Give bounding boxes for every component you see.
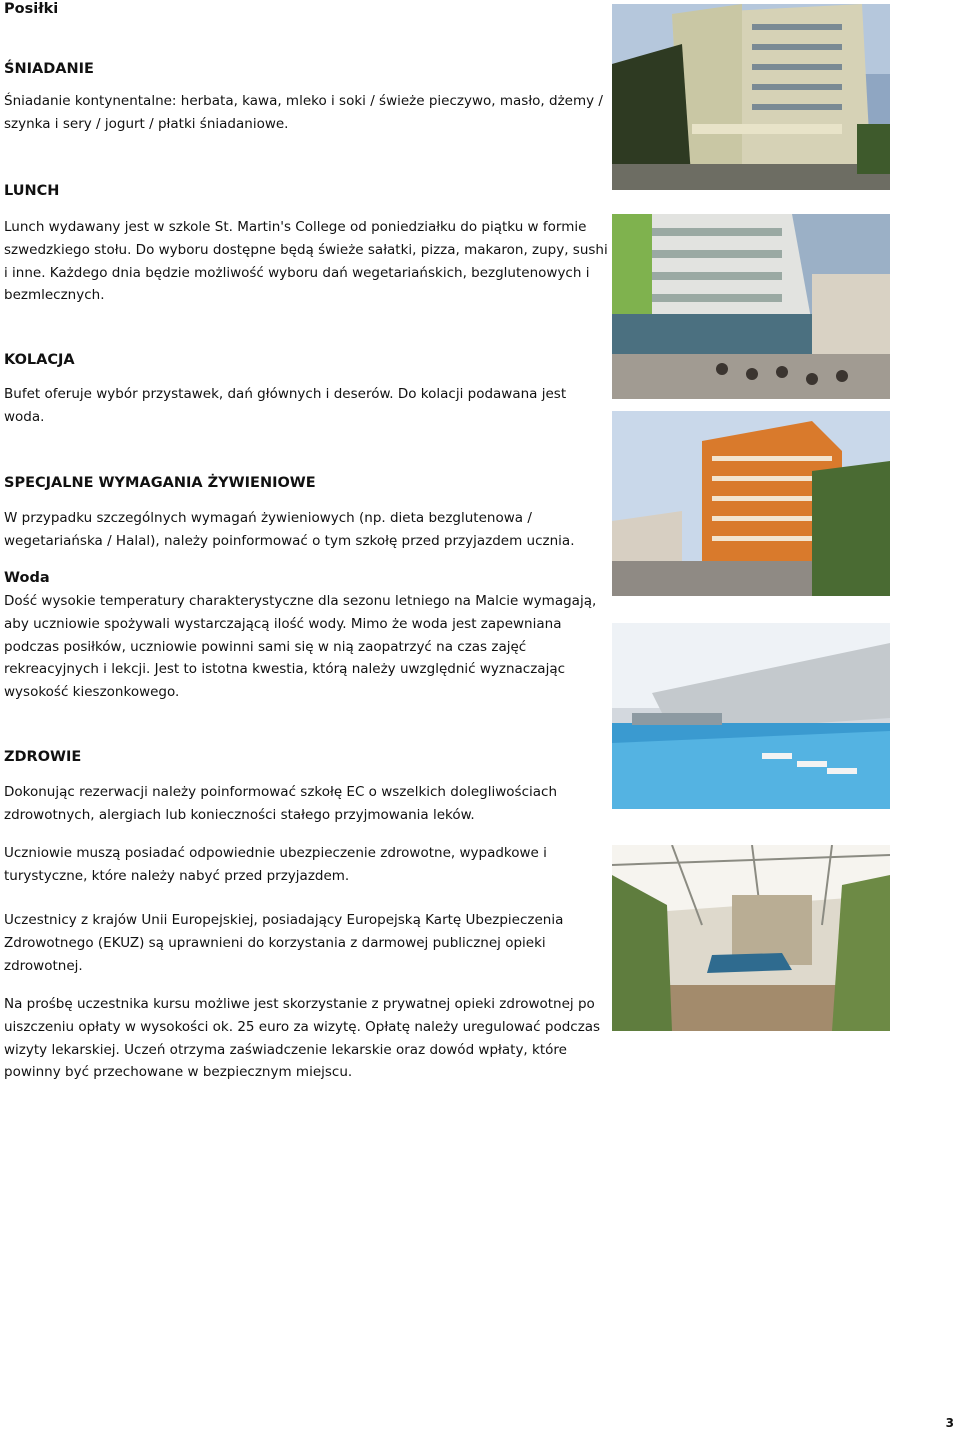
health-heading: ZDROWIE [4,749,82,765]
text-line: zdrowotnych, alergiach lub konieczności stałego przyjmowania leków. [4,806,475,823]
health-paragraph-2 [4,842,547,888]
text-line: turystyczne, które należy nabyć przed przyjazdem. [4,867,350,884]
text-line: Uczestnicy z krajów Unii Europejskiej, posiadający Europejską Kartę Ubezpieczenia [4,912,564,928]
text-line: Śniadanie kontynentalne: herbata, kawa, mleko i soki / świeże pieczywo, masło, dżemy / [4,93,603,109]
text-line: powinny być przechowane w bezpiecznym miejscu. [4,1064,353,1081]
text-line: szwedzkiego stołu. Do wyboru dostępne będą świeże sałatki, pizza, makaron, zupy, sushi [4,241,608,258]
dinner-heading: KOLACJA [4,352,75,368]
water-heading: Woda [4,570,50,586]
text-line: Na prośbę uczestnika kursu możliwe jest skorzystanie z prywatnej opieki zdrowotnej po [4,996,595,1012]
indoor-table-tennis-photo [612,845,890,1031]
breakfast-text [4,90,603,136]
text-line: aby uczniowie spożywali wystarczającą ilość wody. Mimo że woda jest zapewniana [4,615,562,632]
health-paragraph-4 [4,993,600,1084]
text-line: zdrowotnej. [4,957,83,974]
text-line: woda. [4,408,45,425]
text-line: Bufet oferuje wybór przystawek, dań głównych i deserów. Do kolacji podawana jest [4,386,567,402]
lunch-text [4,216,608,307]
text-line: wysokość kieszonkowego. [4,684,180,701]
text-line: W przypadku szczególnych wymagań żywieniowych (np. dieta bezglutenowa / [4,510,532,526]
text-line: uiszczeniu opłaty w wysokości ok. 25 euro za wizytę. Opłatę należy uregulować podczas [4,1018,601,1035]
text-line: szynka i sery / jogurt / płatki śniadaniowe. [4,115,289,132]
hotel-orange-building-photo [612,411,890,596]
hotel-terrace-photo [612,214,890,399]
breakfast-heading: ŚNIADANIE [4,61,94,77]
text-line: i inne. Każdego dnia będzie możliwość wyboru dań wegetariańskich, bezglutenowych i [4,264,590,281]
lunch-heading: LUNCH [4,183,60,199]
hotel-facade-photo [612,4,890,190]
text-line: wegetariańska / Halal), należy poinformować o tym szkołę przed przyjazdem ucznia. [4,532,575,549]
text-line: Zdrowotnego (EKUZ) są uprawnieni do korzystania z darmowej publicznej opieki [4,934,546,951]
text-line: Lunch wydawany jest w szkole St. Martin's College od poniedziałku do piątku w formie [4,219,587,235]
text-line: podczas posiłków, uczniowie powinni sami się w nią zaopatrzyć na czas zajęć [4,638,527,655]
text-line: Dokonując rezerwacji należy poinformować szkołę EC o wszelkich dolegliwościach [4,784,557,800]
special-diet-text [4,507,575,553]
page-number: 3 [945,1416,954,1430]
pool-photo [612,623,890,809]
dinner-text [4,383,566,429]
text-line: bezmlecznych. [4,287,105,304]
health-paragraph-1 [4,781,557,827]
text-line: Dość wysokie temperatury charakterystyczne dla sezonu letniego na Malcie wymagają, [4,593,597,609]
page-title: Posiłki [4,1,59,17]
text-line: Uczniowie muszą posiadać odpowiednie ubezpieczenie zdrowotne, wypadkowe i [4,845,547,861]
text-line: wizyty lekarskiej. Uczeń otrzyma zaświadczenie lekarskie oraz dowód wpłaty, które [4,1041,567,1058]
special-diet-heading: SPECJALNE WYMAGANIA ŻYWIENIOWE [4,475,316,491]
health-paragraph-3 [4,909,563,977]
text-line: rekreacyjnych i lekcji. Jest to istotna kwestia, którą należy uwzględnić wyznaczając [4,661,566,678]
water-text [4,590,596,704]
